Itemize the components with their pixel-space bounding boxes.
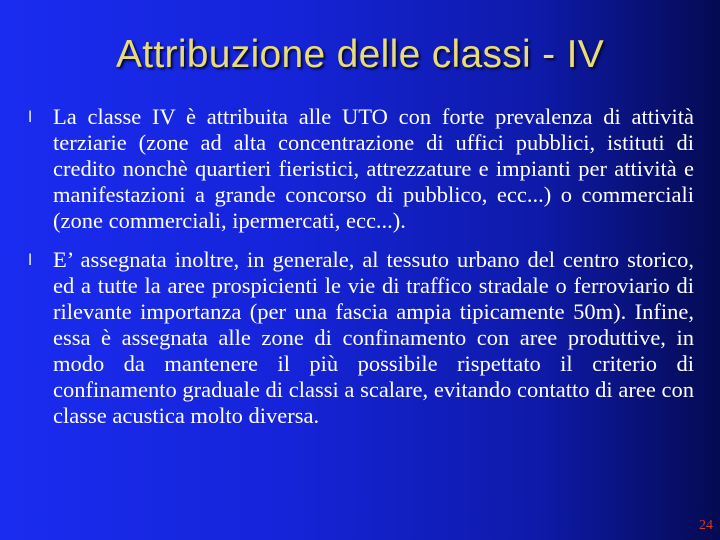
- bullet-icon: l: [28, 108, 33, 126]
- bullet-item: [28, 247, 694, 429]
- bullet-icon: l: [28, 251, 33, 269]
- slide-title: Attribuzione delle classi - IV: [115, 33, 605, 76]
- bullet-text: La classe IV è attribuita alle UTO con forte prevalenza di attività terziarie (zone ad alta concentrazione di uffici pubblici, istituti di credito nonchè quartieri fieristici, attrezzature e impianti per attività e manifestazioni a grande concorso di pubblico, ecc...) o commerciali (zone commerciali, ipermercati, ecc...).: [53, 104, 694, 233]
- bullet-item: [28, 104, 694, 234]
- bullet-list: [28, 104, 694, 442]
- page-number: 24: [699, 518, 713, 533]
- bullet-text: E’ assegnata inoltre, in generale, al tessuto urbano del centro storico, ed a tutte la aree prospicienti le vie di traffico stradale o ferroviario di rilevante importanza (per una fascia ampia tipicamente 50m). Infine, essa è assegnata alle zone di confinamento con aree produttive, in modo da mantenere il più possibile rispettato il criterio di confinamento graduale di classi a scalare, evitando contatto di aree con classe acustica molto diversa.: [53, 247, 694, 428]
